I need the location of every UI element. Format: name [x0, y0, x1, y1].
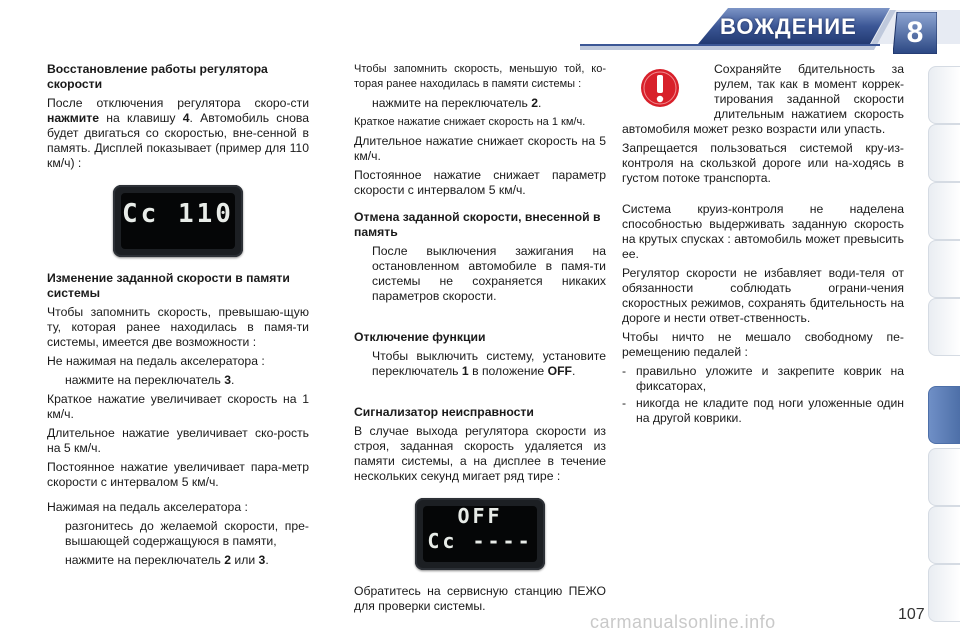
paragraph: Длительное нажатие увеличивает ско-рость на 5 км/ч.: [47, 426, 309, 455]
key-word: OFF: [547, 364, 572, 378]
column-middle: [354, 62, 606, 618]
bullet-icon: [354, 96, 372, 111]
bullet-item: [47, 519, 309, 549]
paragraph: Постоянное нажатие снижает параметр скорости с интервалом 5 км/ч.: [354, 168, 606, 197]
text: После отключения регулятора скоро-сти: [47, 96, 309, 110]
heading-cancel-speed: Отмена заданной скорости, внесенной в память: [354, 210, 601, 239]
paragraph: Не нажимая на педаль акселератора :: [47, 354, 265, 368]
dash-item: [622, 364, 904, 394]
text: нажмите на переключатель: [65, 373, 225, 387]
display-screen: [423, 506, 537, 562]
key-number: 2: [224, 553, 232, 567]
bullet-icon: [354, 244, 372, 304]
watermark: carmanualsonline.info: [590, 612, 776, 632]
chapter-tab-10[interactable]: [928, 506, 960, 564]
text: Чтобы выключить систему, установите переключатель: [372, 349, 606, 378]
display-text-off: OFF: [457, 504, 503, 528]
bullet-icon: [47, 373, 65, 388]
bullet-text: После выключения зажигания на остановленном автомобиле в памя-ти системы не сохраняется никаких параметров скорости.: [372, 244, 606, 303]
paragraph: Постоянное нажатие увеличивает пара-метр скорости с интервалом 5 км/ч.: [47, 460, 309, 489]
warning-icon: [640, 68, 680, 108]
column-right: [622, 62, 904, 428]
bullet-text: [65, 373, 309, 388]
paragraph: Регулятор скорости не избавляет води-теля от обязанности соблюдать ограни-чения скоростных режимов, сохранять бдительность на дороге и нести ответ-ственность.: [622, 266, 904, 325]
bullet-icon: [47, 519, 65, 549]
key-number: 1: [461, 364, 469, 378]
paragraph: Запрещается пользоваться системой кру-из-контроля на скользкой дороге или на-ходясь в густом потоке транспорта.: [622, 141, 904, 185]
dash-text: никогда не кладите под ноги уложенные один на другой коврики.: [636, 396, 904, 425]
column-left: [47, 62, 309, 572]
heading-fault-indicator: Сигнализатор неисправности: [354, 405, 534, 419]
paragraph: Обратитесь на сервисную станцию ПЕЖО для проверки системы.: [354, 584, 606, 613]
paragraph: Чтобы запомнить скорость, меньшую той, ко-торая ранее находилась в памяти системы :: [354, 63, 606, 90]
chapter-tabs: [928, 66, 960, 626]
display-text: Cc 110: [122, 199, 234, 229]
heading-disable-function: Отключение функции: [354, 330, 486, 344]
paragraph: Длительное нажатие снижает скорость на 5 км/ч.: [354, 134, 606, 163]
bullet-item: [47, 373, 309, 388]
chapter-number: 8: [906, 16, 924, 49]
paragraph: Чтобы запомнить скорость, превышаю-щую ту, которая ранее находилась в памя-ти системы, имеется две возможности :: [47, 305, 309, 349]
paragraph: Чтобы ничто не мешало свободному пе-ремещению педалей :: [622, 330, 904, 359]
key-number: 3: [224, 373, 232, 387]
chapter-tab-3[interactable]: [928, 182, 960, 240]
display-off-dashes: [415, 498, 545, 570]
bullet-text: [372, 349, 606, 379]
paragraph: В случае выхода регулятора скорости из строя, заданная скорость удаляется из памяти системы, а на дисплее в течение нескольких секунд мигает ряд тире :: [354, 424, 606, 483]
bullet-item: [47, 553, 309, 568]
chapter-tab-2[interactable]: [928, 124, 960, 182]
bullet-text: [372, 96, 606, 111]
bullet-item: [354, 349, 606, 379]
chapter-tab-11[interactable]: [928, 564, 960, 622]
chapter-tab-1[interactable]: [928, 66, 960, 124]
key-number: 2: [531, 96, 539, 110]
text: в положение: [468, 364, 548, 378]
bullet-item: [354, 96, 606, 111]
text: . Автомобиль снова будет двигаться со скоростью, вне-сенной в память. Дисплей показывает (пример для 110 км/ч) :: [47, 111, 309, 170]
bullet-icon: [47, 553, 65, 568]
chapter-tab-8-active[interactable]: [928, 386, 960, 444]
text: .: [538, 96, 542, 110]
chapter-tab-5[interactable]: [928, 298, 960, 356]
dash-mark: -: [622, 396, 627, 410]
key-number: 4: [182, 111, 190, 125]
display-text-dashes: Cc ----: [427, 529, 533, 553]
text: нажмите на переключатель: [65, 553, 225, 567]
heading-change-speed: Изменение заданной скорости в памяти системы: [47, 271, 290, 300]
paragraph: Система круиз-контроля не наделена способностью выдерживать заданную скорость на крутых спусках : автомобиль может превысить ее.: [622, 202, 904, 261]
bullet-item: [354, 244, 606, 304]
dash-text: правильно уложите и закрепите коврик на фиксаторах,: [636, 364, 904, 393]
text: на клавишу: [99, 111, 183, 125]
heading-restore-cruise: Восстановление работы регулятора скорости: [47, 62, 268, 91]
dash-mark: -: [622, 364, 627, 378]
paragraph: Краткое нажатие увеличивает скорость на 1 км/ч.: [47, 392, 309, 421]
text: или: [231, 553, 259, 567]
paragraph-restore: [47, 96, 309, 171]
text: .: [231, 373, 235, 387]
paragraph-warning: Сохраняйте бдительность за рулем, так как в момент коррек-тирования заданной скорости длительным нажатием скорость автомобиля может резко возрасти или упасть.: [622, 62, 904, 136]
text: нажмите на переключатель: [372, 96, 532, 110]
bullet-text: разгонитесь до желаемой скорости, пре-вышающей содержащуюся в памяти,: [65, 519, 309, 548]
dash-item: [622, 396, 904, 426]
chapter-tab-9[interactable]: [928, 448, 960, 506]
display-cc-110: [113, 185, 243, 257]
text: .: [265, 553, 269, 567]
key-number: 3: [258, 553, 266, 567]
text: .: [571, 364, 576, 378]
text-bold: нажмите: [47, 111, 100, 125]
paragraph: Нажимая на педаль акселератора :: [47, 500, 248, 514]
paragraph: Краткое нажатие снижает скорость на 1 км/ч.: [354, 116, 586, 128]
bullet-text: [65, 553, 309, 568]
bullet-icon: [354, 349, 372, 379]
display-screen: [121, 193, 235, 249]
chapter-title: ВОЖДЕНИЕ: [720, 14, 857, 39]
page-number: 107: [898, 606, 925, 623]
chapter-tab-4[interactable]: [928, 240, 960, 298]
